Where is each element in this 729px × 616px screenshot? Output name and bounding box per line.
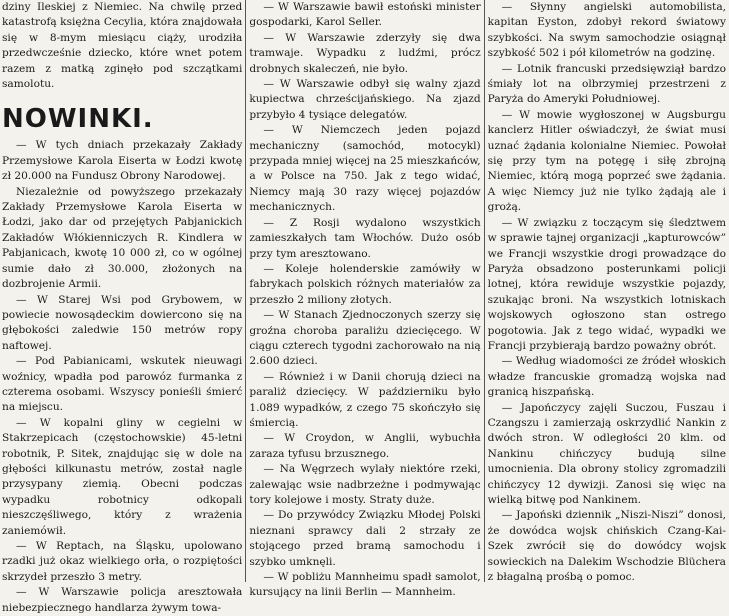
column-1 [0, 0, 245, 614]
news-item: — W Stanach Zjednoczonych szerzy się groźna choroba paraliżu dziecięcego. W ciągu czterech tygodni zachorowało na nią 2.600 dzieci. [249, 309, 481, 368]
news-item: — W Reptach, na Śląsku, upolowano rzadki już okaz wielkiego orła, o rozpiętości skrzydeł przeszło 3 metry. [2, 540, 243, 583]
intro-paragraph: dziny Ileskiej z Niemiec. Na chwilę przed katastrofą księżna Cecylia, która znajdowała się w 8-mym miesiącu ciąży, urodziła przedwcześnie dziecko, które wnet potem razem z matką zginęło pod szczątkami samolotu. [2, 1, 243, 91]
news-item: — Do przywódcy Związku Młodej Polski nieznani sprawcy dali 2 strzały ze stojącego przed bramą samochodu i szybko umknęli. [249, 509, 481, 568]
news-item: — Japoński dziennik „Niszi-Niszi” donosi, że dowódca wojsk chińskich Czang-Kai-Szek zwrócił się do dowódcy wojsk sowieckich na Dalekim Wschodzie Blüchera z błagalną prośbą o pomoc. [487, 509, 726, 584]
column-2 [246, 0, 483, 599]
news-item: — Lotnik francuski przedsięwziął bardzo śmiały lot na olbrzymiej przestrzeni z Paryża do Ameryki Południowej. [487, 62, 726, 106]
news-item: — Według wiadomości ze źródeł włoskich władze francuskie gromadzą wojska nad granicą hiszpańską. [487, 355, 726, 399]
news-item: — W Starej Wsi pod Grybowem, w powiecie nowosądeckim dowiercono się na głębokości zaledwie 150 metrów ropy naftowej. [2, 293, 243, 352]
news-item: — W mowie wygłoszonej w Augsburgu kanclerz Hitler oświadczył, że świat musi uznać żądania kolonialne Niemiec. Powołał się przy tym na potęgę i siłę zbrojną Niemiec, którą mogą poprzeć swe żądania. A więc Niemcy już nie tylko żądają ale i grożą. [487, 108, 726, 214]
news-item: — W Warszawie zderzyły się dwa tramwaje. Wypadku z ludźmi, prócz drobnych skaleczeń, nie było. [249, 31, 481, 75]
news-item: — W tych dniach przekazały Zakłady Przemysłowe Karola Eiserta w Łodzi kwotę zł 20.000 na Fundusz Obrony Narodowej. [2, 139, 243, 183]
news-item: — Koleje holenderskie zamówiły w fabrykach polskich różnych materiałów za przeszło 2 miliony złotych. [249, 262, 481, 306]
news-item: — Japończycy zajęli Suczou, Fuszau i Czangszu i zamierzają oskrzydlić Nankin z dwóch stron. W odległości 20 klm. od Nankinu chińczycy budują silne umocnienia. Dla obrony stolicy zgromadzili chińczycy 12 dywizji. Zanosi się więc na wielką bitwę pod Nankinem. [487, 401, 726, 506]
news-item: — W Croydon, w Anglii, wybuchła zaraza tyfusu brzusznego. [249, 432, 481, 460]
section-heading: NOWINKI. [2, 104, 154, 135]
news-item: — Również i w Danii chorują dzieci na paraliż dziecięcy. W październiku było 1.089 wypadków, z czego 75 skończyło się śmiercią. [249, 370, 481, 429]
news-item: — W pobliżu Mannheimu spadł samolot, kursujący na linii Berlin — Mannheim. [249, 571, 481, 599]
column-3 [485, 0, 729, 582]
news-item: — Z Rosji wydalono wszystkich zamieszkałych tam Włochów. Dużo osób przy tym aresztowano. [249, 216, 481, 260]
news-item: Niezależnie od powyższego przekazały Zakłady Przemysłowe Karola Eiserta w Łodzi, jako dar od przejętych Pabjanickich Zakładów Włókienniczych R. Kindlera w Pabjanicach, kwotę 10 000 zł, co w ogólnej sumie dało zł 30.000, złożonych na dozbrojenie Armii. [2, 185, 243, 291]
news-item: — W Niemczech jeden pojazd mechaniczny (samochód, motocykl) przypada mniej więcej na 25 mieszkańców, a w Polsce na 750. Jak z tego widać, Niemcy mają 30 razy więcej pojazdów mechanicznych. [249, 124, 481, 214]
news-item: — Na Węgrzech wylały niektóre rzeki, zalewając wsie nadbrzeżne i podmywając tory kolejowe i mosty. Straty duże. [249, 463, 481, 506]
news-item: — W Warszawie bawił estoński minister gospodarki, Karol Seller. [249, 1, 481, 29]
news-item: — W Warszawie odbył się walny zjazd kupiectwa chrześcijańskiego. Na zjazd przybyło 4 tysiące delegatów. [249, 78, 481, 121]
news-item: — W Warszawie policja aresztowała niebezpiecznego handlarza żywym towa- [2, 586, 243, 614]
news-item: — Pod Pabianicami, wskutek nieuwagi woźnicy, wpadła pod parowóz furmanka z czterema osobami. Wszyscy ponieśli śmierć na miejscu. [2, 355, 243, 414]
news-item: — W związku z toczącym się śledztwem w sprawie tajnej organizacji „kapturowców” we Francji wszystkie drogi prowadzące do Paryża obsadzono posterunkami policji lotnej, która rewiduje wszystkie pojazdy, szukając broni. Na wszystkich lotniskach wojskowych ogłoszono stan ostrego pogotowia. Jak z tego widać, wypadki we Francji przybierają bardzo poważny obrót. [487, 216, 726, 352]
news-item: — Słynny angielski automobilista, kapitan Eyston, zdobył rekord światowy szybkości. Na swym samochodzie osiągnął szybkość 502 i pół kilometrów na godzinę. [487, 1, 726, 60]
news-item: — W kopalni gliny w cegielni w Stakrzepicach (częstochowskie) 45-letni robotnik, P. Sitek, znajdując się w dole na głębości kilkunastu metrów, został nagle przysypany ziemią. Obecni podczas wypadku robotnicy odkopali nieszczęśliwego, który z wrażenia zaniemówił. [2, 416, 243, 537]
